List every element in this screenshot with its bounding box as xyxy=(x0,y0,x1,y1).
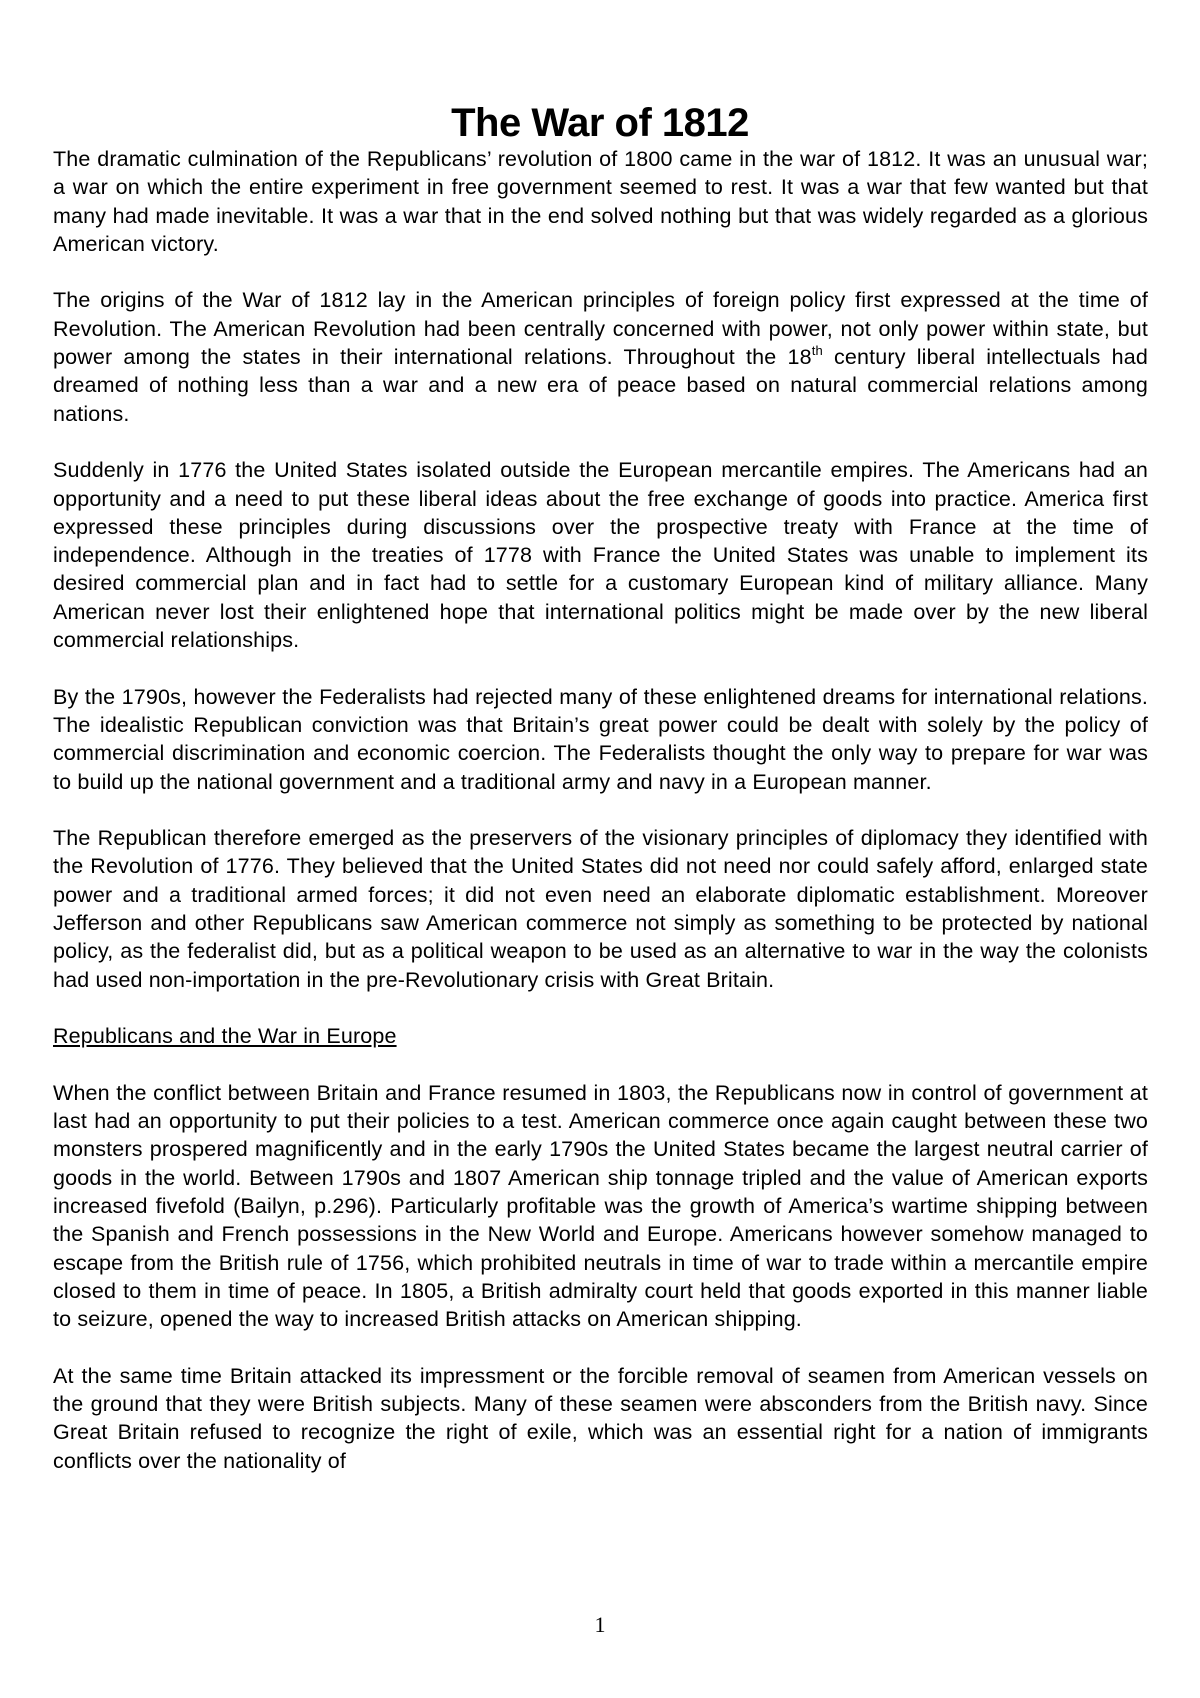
paragraph-2-part-2: century liberal intellectuals had dreamed of nothing less than a war and a new era of peace based on natural commercial relations among nations. xyxy=(53,345,1148,426)
page-number: 1 xyxy=(594,1612,606,1637)
section-heading: Republicans and the War in Europe xyxy=(53,1024,397,1049)
page-title: The War of 1812 xyxy=(451,100,749,145)
paragraph-5: The Republican therefore emerged as the preservers of the visionary principles of diplomacy they identified with the Revolution of 1776. They believed that the United States did not need nor could safely afford, enlarged state power and a traditional armed forces; it did not even need an elaborate diplomatic establishment. Moreover Jefferson and other Republicans saw American commerce not simply as something to be protected by national policy, as the federalist did, but as a political weapon to be used as an alternative to war in the way the colonists had used non-importation in the pre-Revolutionary crisis with Great Britain. xyxy=(53,826,1148,992)
paragraph-4: By the 1790s, however the Federalists had rejected many of these enlightened dreams for international relations. The idealistic Republican conviction was that Britain’s great power could be dealt with solely by the policy of commercial discrimination and economic coercion. The Federalists thought the only way to prepare for war was to build up the national government and a traditional army and navy in a European manner. xyxy=(53,684,1148,794)
paragraph-2-part-1: The origins of the War of 1812 lay in the American principles of foreign policy first expressed at the time of Revolution. The American Revolution had been centrally concerned with power, not only power within state, but power among the states in their international relations. Throughout the 18 xyxy=(53,288,1148,370)
paragraph-7: At the same time Britain attacked its impressment or the forcible removal of seamen from American vessels on the ground that they were British subjects. Many of these seamen were absconders from the British navy. Since Great Britain refused to recognize the right of exile, which was an essential right for a nation of immigrants conflicts over the nationality of xyxy=(53,1363,1148,1473)
paragraph-1: The dramatic culmination of the Republicans’ revolution of 1800 came in the war of 1812. It was an unusual war; a war on which the entire experiment in free government seemed to rest. It was a war that few wanted but that many had made inevitable. It was a war that in the end solved nothing but that was widely regarded as a glorious American victory. xyxy=(53,147,1148,256)
document-body xyxy=(53,145,1148,1503)
ordinal-superscript: th xyxy=(811,343,823,359)
paragraph-3: Suddenly in 1776 the United States isolated outside the European mercantile empires. The Americans had an opportunity and a need to put these liberal ideas about the free exchange of goods into practice. America first expressed these principles during discussions over the prospective treaty with France at the time of independence. Although in the treaties of 1778 with France the United States was unable to implement its desired commercial plan and in fact had to settle for a customary European kind of military alliance. Many American never lost their enlightened hope that international politics might be made over by the new liberal commercial relationships. xyxy=(53,458,1148,653)
paragraph-2 xyxy=(53,286,1148,427)
paragraph-6: When the conflict between Britain and France resumed in 1803, the Republicans now in control of government at last had an opportunity to put their policies to a test. American commerce once again caught between these two monsters prospered magnificently and in the early 1790s the United States became the largest neutral carrier of goods in the world. Between 1790s and 1807 American ship tonnage tripled and the value of American exports increased fivefold (Bailyn, p.296). Particularly profitable was the growth of America’s wartime shipping between the Spanish and French possessions in the New World and Europe. Americans however somehow managed to escape from the British rule of 1756, which prohibited neutrals in time of war to trade within a mercantile empire closed to them in time of peace. In 1805, a British admiralty court held that goods exported in this manner liable to seizure, opened the way to increased British attacks on American shipping. xyxy=(53,1080,1148,1332)
